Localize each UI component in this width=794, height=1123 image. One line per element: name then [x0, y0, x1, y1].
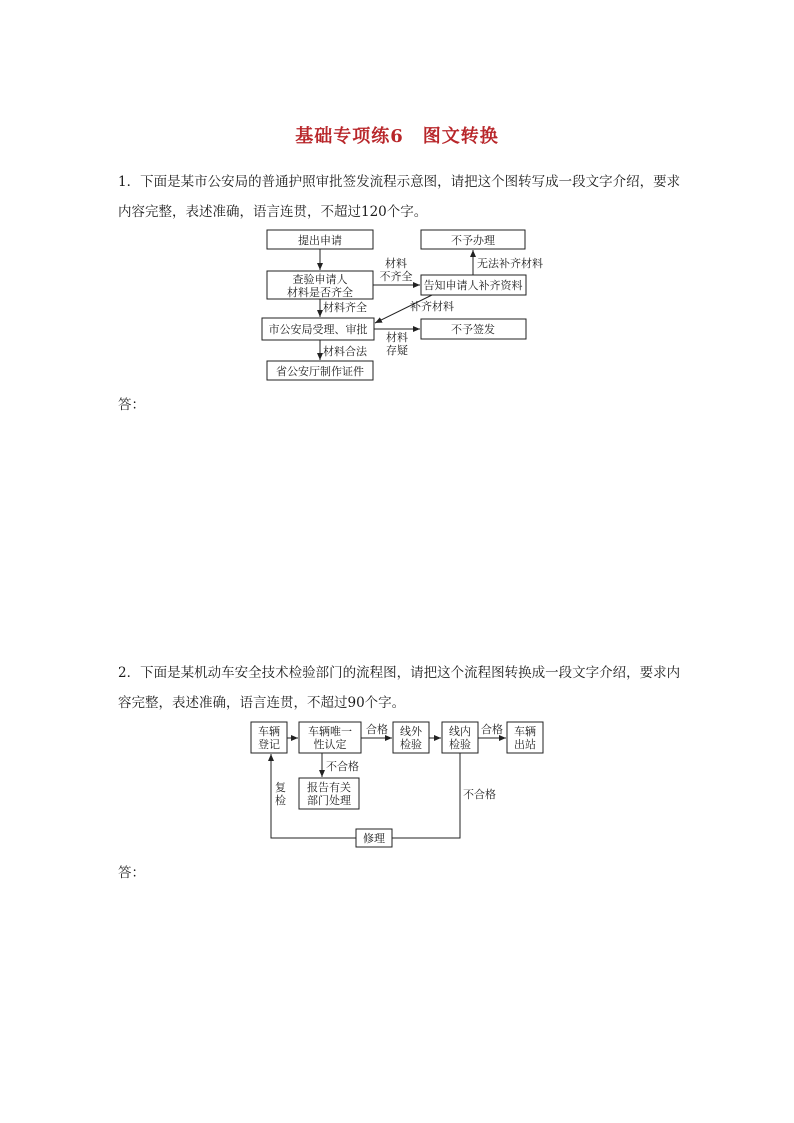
- box-exit-text-1: 车辆: [514, 725, 536, 738]
- box-review-text: 市公安局受理、审批: [268, 323, 368, 336]
- box-identify-text-2: 性认定: [313, 738, 347, 751]
- label-pass-1: 合格: [366, 723, 388, 736]
- box-notify-text: 告知申请人补齐资料: [423, 279, 523, 292]
- box-not-issue-text: 不予签发: [451, 323, 495, 336]
- box-report-text-1: 报告有关: [307, 781, 351, 794]
- answer-label-2: 答：: [118, 865, 145, 881]
- box-inner-text-2: 检验: [449, 738, 471, 751]
- label-pass-2: 合格: [481, 723, 503, 736]
- answer-label-1: 答：: [118, 397, 145, 413]
- label-recheck-1: 复: [275, 781, 286, 794]
- box-outer-text-2: 检验: [400, 738, 422, 751]
- label-fail-1: 不合格: [326, 760, 359, 773]
- label-doubt-2: 存疑: [386, 344, 408, 357]
- label-incomplete-2: 不齐全: [379, 270, 413, 283]
- label-complete: 材料齐全: [323, 301, 367, 314]
- label-cannot-supplement: 无法补齐材料: [477, 257, 543, 270]
- box-outer-text-1: 线外: [400, 725, 422, 738]
- label-incomplete-1: 材料: [385, 257, 407, 270]
- box-report-text-2: 部门处理: [307, 794, 351, 807]
- question-2-text: 2．下面是某机动车安全技术检验部门的流程图，请把这个流程图转换成一段文字介绍，要求内容完整，表述准确，语言连贯，不超过90个字。: [118, 665, 681, 711]
- vehicle-flowchart: [251, 722, 543, 847]
- label-supplement: 补齐材料: [410, 300, 454, 313]
- box-check-text-1: 查验申请人: [292, 273, 348, 286]
- label-legal: 材料合法: [323, 345, 367, 358]
- box-check-text-2: 材料是否齐全: [287, 286, 353, 299]
- box-repair-text: 修理: [363, 832, 385, 845]
- question-1-text: 1．下面是某市公安局的普通护照审批签发流程示意图，请把这个图转写成一段文字介绍，要求内容完整，表述准确，语言连贯，不超过120个字。: [118, 174, 681, 220]
- box-province-text: 省公安厅制作证件: [276, 365, 364, 378]
- box-exit-text-2: 出站: [514, 738, 536, 751]
- box-register-text-1: 车辆: [258, 725, 280, 738]
- label-fail-2: 不合格: [463, 788, 496, 801]
- box-identify-text-1: 车辆唯一: [308, 725, 352, 738]
- box-reject-text: 不予办理: [451, 234, 495, 247]
- box-inner-text-1: 线内: [449, 725, 471, 738]
- box-register-text-2: 登记: [258, 738, 280, 751]
- page-title: 基础专项练6 图文转换: [295, 126, 499, 147]
- box-apply-text: 提出申请: [298, 234, 342, 247]
- passport-flowchart: [262, 230, 543, 380]
- label-doubt-1: 材料: [386, 331, 408, 344]
- line-inner-repair: [392, 753, 460, 838]
- label-recheck-2: 检: [275, 794, 286, 807]
